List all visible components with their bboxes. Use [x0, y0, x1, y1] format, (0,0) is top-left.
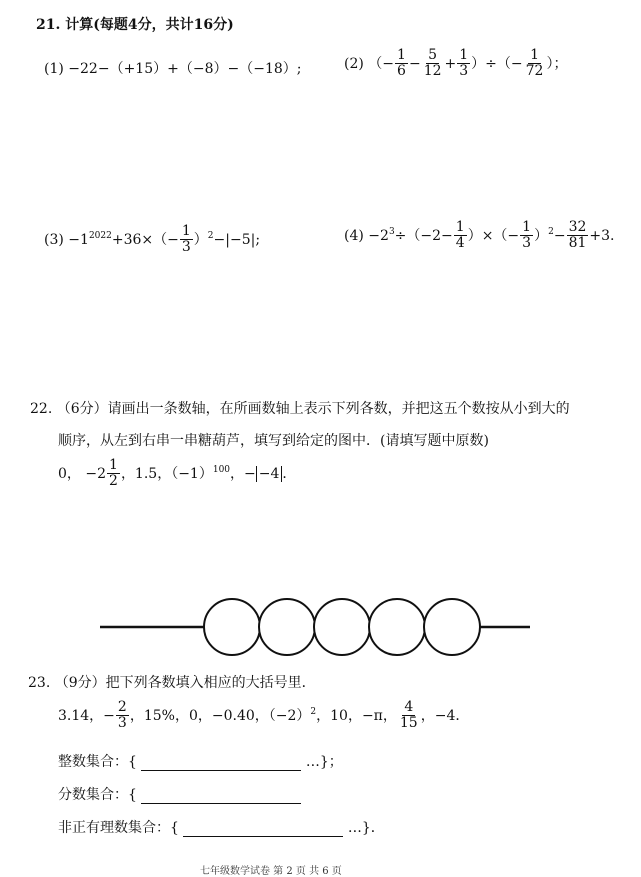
q21-part1-label: (1) — [44, 61, 64, 77]
answer-blank[interactable] — [141, 758, 301, 771]
fraction: $\frac{1}{72}$ — [525, 47, 544, 80]
q23-nonpositive-set: 非正有理数集合：{ …}． — [58, 820, 385, 836]
fraction: $\frac{1}{6}$ — [397, 47, 406, 80]
q21-part3: $(3) -1^{2022}+36\times(-$ $\frac{1}{3}$ ）$^2$−|−5|; — [44, 223, 261, 256]
answer-blank[interactable] — [141, 791, 301, 804]
q22-line1: 22. （6分）请画出一条数轴，在所画数轴上表示下列各数，并把这五个数按从小到大的 — [30, 401, 570, 417]
q21-part4-label: (4) — [344, 227, 364, 244]
fraction: $\frac{4}{15}$ — [399, 699, 418, 732]
haw-ball — [259, 599, 315, 655]
q21-part3-label: (3) — [44, 231, 64, 248]
haw-ball — [369, 599, 425, 655]
q23-integer-set: 整数集合：{ …}； — [58, 754, 343, 770]
answer-blank[interactable] — [183, 824, 343, 837]
q21-part2: (2) （− $\frac{1}{6}$ − $\frac{5}{12}$ + $\frac{1}{3}$ ）÷（− $\frac{1}{72}$ ）； — [344, 47, 568, 80]
tanghulu-diagram — [0, 590, 641, 670]
q23-fraction-set: 分数集合：{ — [58, 784, 301, 804]
q23-title: 23. （9分）把下列各数填入相应的大括号里． — [28, 675, 316, 691]
q21-part2-label: (2) — [344, 55, 364, 72]
q21-part4: $(4) -2^3\div(-2-$ $\frac{1}{4}$ ）×（− $\frac{1}{3}$ ）$^2$− $\frac{32}{81}$ +3. — [344, 219, 615, 252]
page-footer: 七年级数学试卷 第 2 页 共 6 页 — [200, 866, 342, 877]
q21-part1-expr: −22−（+15）+（−8）−（−18）; — [68, 61, 302, 77]
haw-ball — [424, 599, 480, 655]
q21-title: 21. 计算(每题4分，共计16分) — [36, 17, 234, 33]
fraction: $\frac{1}{3}$ — [459, 47, 469, 80]
fraction: $\frac{1}{2}$ — [109, 457, 118, 490]
fraction: $\frac{32}{81}$ — [568, 219, 587, 252]
absolute-value: −4 — [256, 466, 283, 482]
haw-ball — [204, 599, 260, 655]
q23-numbers: 3.14，− $\frac{2}{3}$ ，15%，0，−0.40，$(-2)^2$，10，−π， $\frac{4}{15}$ ，−4． — [58, 699, 470, 732]
fraction: $\frac{1}{4}$ — [455, 219, 465, 252]
haw-ball — [314, 599, 370, 655]
q22-line2: 顺序，从左到右串一串糖葫芦，填写到给定的图中．(请填写题中原数) — [58, 433, 489, 449]
fraction: $\frac{1}{3}$ — [522, 219, 532, 252]
fraction: $\frac{5}{12}$ — [423, 47, 442, 80]
q22-numbers: 0， −2 $\frac{1}{2}$ ，1.5，$(-1)^{100}$，− −4 ． — [58, 457, 297, 490]
fraction: $\frac{1}{3}$ — [181, 223, 191, 256]
fraction: $\frac{2}{3}$ — [117, 699, 127, 732]
q21-part1 — [44, 58, 301, 78]
